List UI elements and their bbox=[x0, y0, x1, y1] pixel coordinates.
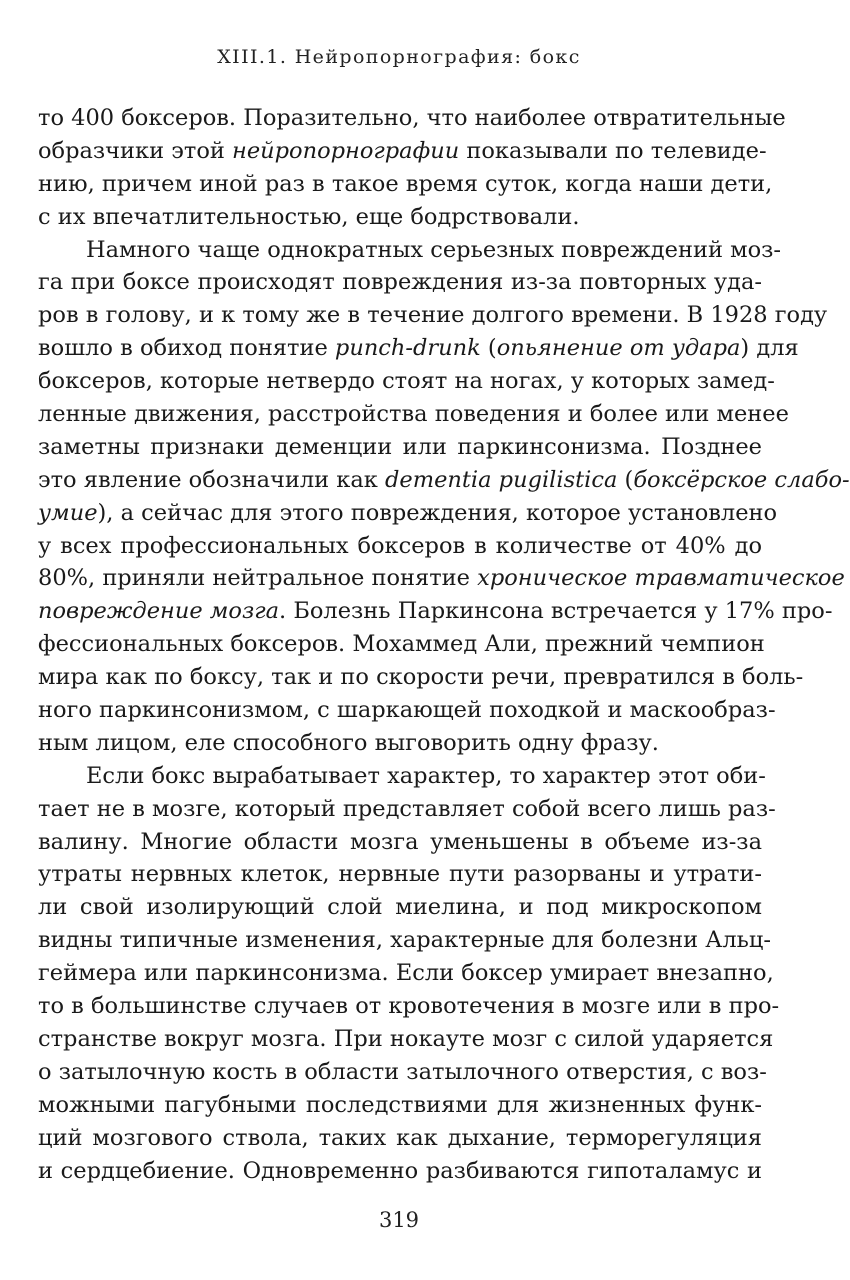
text-line: мира как по боксу, так и по скорости речи, превратился в боль- bbox=[38, 664, 804, 691]
text-line: видны типичные изменения, характерные для болезни Альц- bbox=[38, 927, 771, 954]
text-line: 80%, приняли нейтральное понятие хроническое травматическое bbox=[38, 565, 845, 592]
text-line: о затылочную кость в области затылочного отверстия, с воз- bbox=[38, 1058, 767, 1085]
text-line: у всех профессиональных боксеров в количестве от 40% до bbox=[38, 532, 762, 559]
text-line: то 400 боксеров. Поразительно, что наиболее отвратительные bbox=[38, 105, 786, 131]
text-line: с их впечатлительностью, еще бодрствовали. bbox=[38, 203, 580, 230]
text-line: ров в голову, и к тому же в течение долгого времени. В 1928 году bbox=[38, 302, 828, 329]
text-line: странстве вокруг мозга. При нокауте мозг с силой ударяется bbox=[38, 1025, 774, 1052]
text-line: заметны признаки деменции или паркинсонизма. Позднее bbox=[38, 433, 762, 460]
text-line: тает не в мозге, который представляет собой всего лишь раз- bbox=[38, 795, 776, 822]
text-line: га при боксе происходят повреждения из-за повторных уда- bbox=[38, 269, 762, 296]
text-line: можными пагубными последствиями для жизненных функ- bbox=[38, 1091, 762, 1118]
text-line: ли свой изолирующий слой миелина, и под микроскопом bbox=[38, 894, 762, 921]
running-header: XIII.1. Нейропорнография: бокс bbox=[217, 46, 581, 68]
text-line: вошло в обиход понятие punch-drunk (опьянение от удара) для bbox=[38, 335, 799, 362]
text-line: ленные движения, расстройства поведения и более или менее bbox=[38, 401, 789, 428]
text-line: геймера или паркинсонизма. Если боксер умирает внезапно, bbox=[38, 960, 774, 987]
text-line: образчики этой нейропорнографии показывали по телевиде- bbox=[38, 137, 767, 164]
text-line: нию, причем иной раз в такое время суток, когда наши дети, bbox=[38, 170, 773, 197]
text-line: Намного чаще однократных серьезных повреждений моз- bbox=[86, 236, 782, 263]
text-line: повреждение мозга. Болезнь Паркинсона встречается у 17% про- bbox=[38, 598, 833, 625]
text-line: валину. Многие области мозга уменьшены в объеме из-за bbox=[38, 828, 762, 855]
page-number: 319 bbox=[378, 1208, 420, 1232]
text-line: утраты нервных клеток, нервные пути разорваны и утрати- bbox=[38, 861, 762, 888]
text-line: ным лицом, еле способного выговорить одну фразу. bbox=[38, 729, 659, 756]
text-line: ного паркинсонизмом, с шаркающей походкой и маскообраз- bbox=[38, 697, 776, 724]
text-line: ций мозгового ствола, таких как дыхание, терморегуляция bbox=[38, 1124, 762, 1151]
text-line: то в большинстве случаев от кровотечения в мозге или в про- bbox=[38, 993, 780, 1020]
text-line: Если бокс вырабатывает характер, то характер этот оби- bbox=[86, 762, 766, 789]
text-line: фессиональных боксеров. Мохаммед Али, прежний чемпион bbox=[38, 631, 765, 658]
text-line: это явление обозначили как dementia pugilistica (боксёрское слабо- bbox=[38, 466, 850, 493]
text-line: и сердцебиение. Одновременно разбиваются гипоталамус и bbox=[38, 1157, 762, 1184]
text-line: боксеров, которые нетвердо стоят на ногах, у которых замед- bbox=[38, 368, 775, 395]
text-line: умие), а сейчас для этого повреждения, которое установлено bbox=[38, 499, 778, 526]
body-text bbox=[38, 102, 850, 1187]
